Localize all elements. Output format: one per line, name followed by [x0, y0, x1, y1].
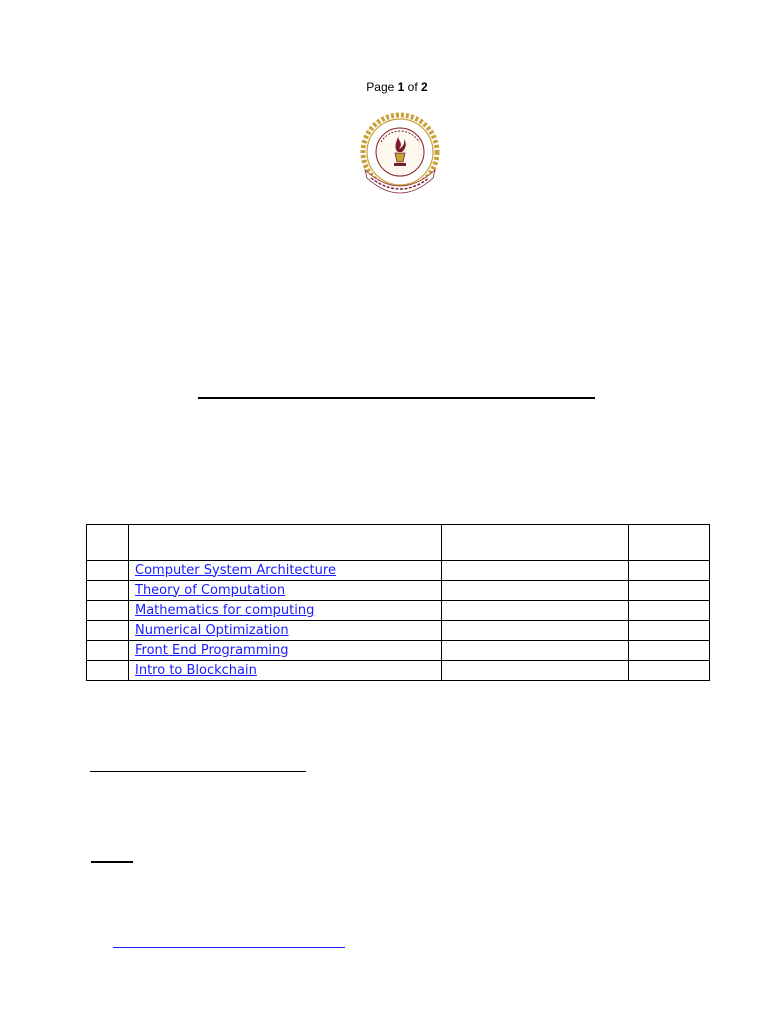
header-cell	[442, 525, 629, 561]
header-cell	[87, 525, 129, 561]
course-link[interactable]: Mathematics for computing	[135, 602, 315, 618]
page-word: Page	[366, 80, 395, 94]
table-row	[87, 661, 710, 681]
table-cell	[87, 581, 129, 601]
table-row	[87, 581, 710, 601]
table-cell	[87, 621, 129, 641]
page-number	[0, 80, 768, 94]
title-underline	[198, 397, 595, 399]
table-cell	[442, 621, 629, 641]
course-link[interactable]: Numerical Optimization	[135, 622, 289, 638]
table-cell	[442, 581, 629, 601]
note-underline	[91, 861, 133, 863]
signature-line	[90, 771, 306, 772]
table-cell	[87, 661, 129, 681]
table-cell	[629, 641, 710, 661]
course-cell	[129, 601, 442, 621]
course-link[interactable]: Computer System Architecture	[135, 562, 336, 578]
course-link[interactable]: Theory of Computation	[135, 582, 286, 598]
header-cell	[629, 525, 710, 561]
table-header-row	[87, 525, 710, 561]
table-row	[87, 561, 710, 581]
of-word: of	[407, 80, 418, 94]
table-cell	[87, 561, 129, 581]
course-cell	[129, 641, 442, 661]
table-row	[87, 601, 710, 621]
table-cell	[442, 661, 629, 681]
table-cell	[629, 661, 710, 681]
table-cell	[442, 561, 629, 581]
table-cell	[629, 601, 710, 621]
table-row	[87, 621, 710, 641]
course-cell	[129, 661, 442, 681]
course-cell	[129, 621, 442, 641]
course-link[interactable]: Front End Programming	[135, 642, 289, 658]
table-cell	[629, 581, 710, 601]
header-cell	[129, 525, 442, 561]
table-cell	[442, 641, 629, 661]
table-cell	[629, 621, 710, 641]
course-link[interactable]: Intro to Blockchain	[135, 662, 257, 678]
total-pages: 2	[421, 80, 428, 94]
table-cell	[442, 601, 629, 621]
hyperlink-underline[interactable]	[113, 947, 345, 948]
table-cell	[87, 641, 129, 661]
courses-table	[86, 524, 710, 681]
course-cell	[129, 581, 442, 601]
table-cell	[87, 601, 129, 621]
current-page: 1	[397, 80, 405, 94]
table-cell	[629, 561, 710, 581]
course-cell	[129, 561, 442, 581]
college-seal-logo	[359, 112, 441, 200]
table-row	[87, 641, 710, 661]
